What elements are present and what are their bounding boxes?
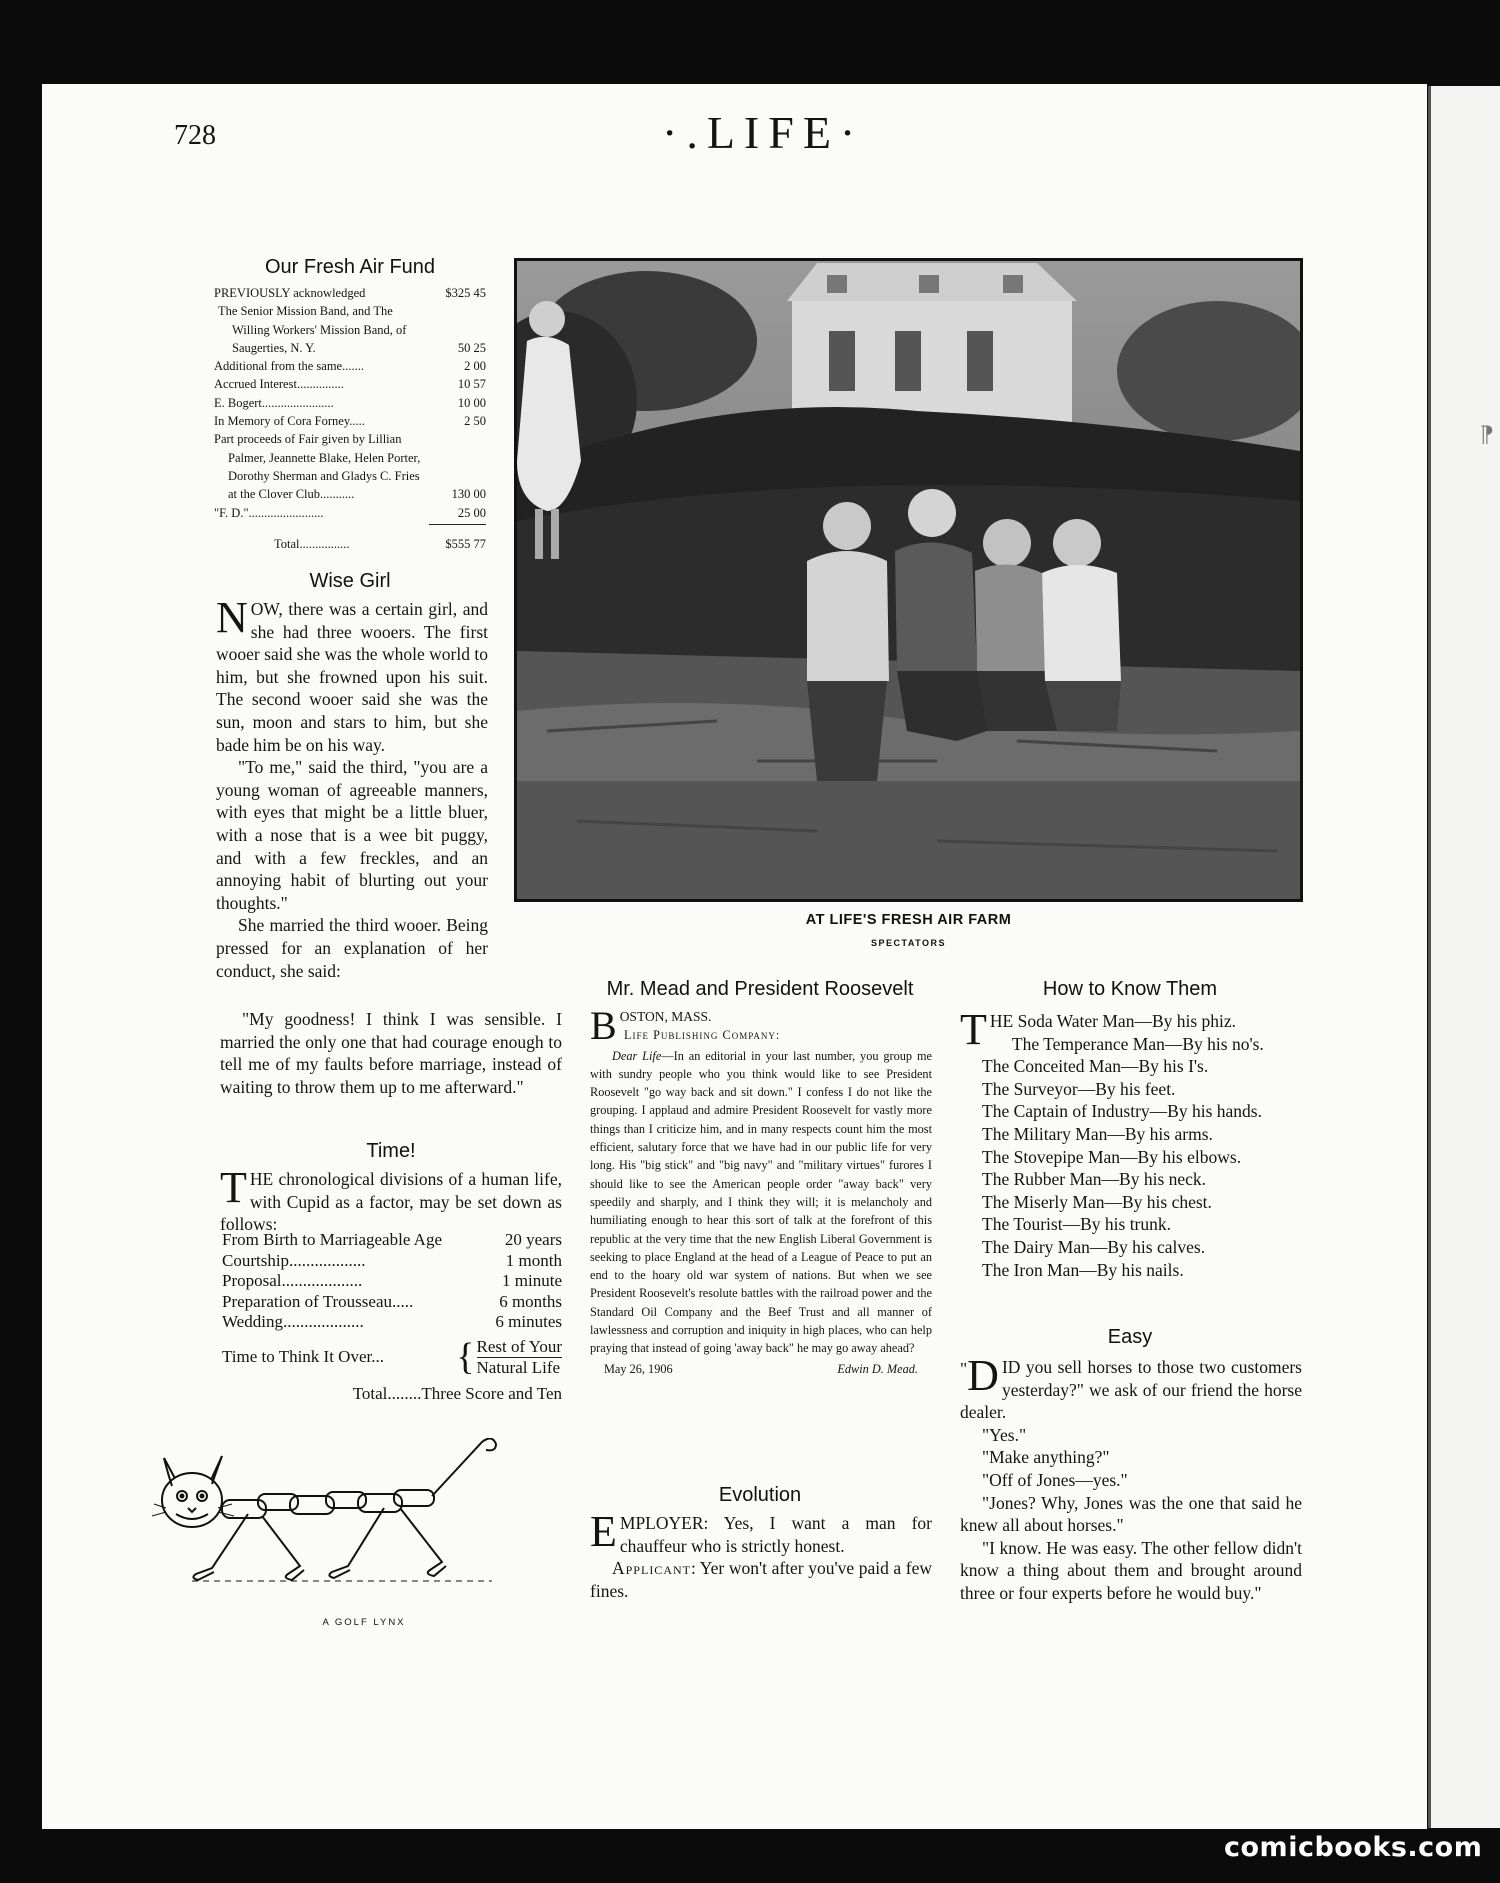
- how-to-know-line: The Dairy Man—By his calves.: [982, 1236, 1206, 1257]
- how-to-know-line: The Captain of Industry—By his hands.: [982, 1101, 1262, 1122]
- mead-addressee: Life Publishing Company:: [624, 1028, 781, 1043]
- how-to-know-line: The Miserly Man—By his chest.: [982, 1191, 1212, 1212]
- easy-title: Easy: [1107, 1326, 1153, 1348]
- mead-date: May 26, 1906: [604, 1361, 673, 1376]
- fund-row-amount: 25 00: [457, 505, 486, 520]
- fund-row-label: Additional from the same.......: [214, 359, 364, 374]
- easy-paragraph: "Yes.": [982, 1424, 1027, 1445]
- watermark: comicbooks.com: [1224, 1832, 1483, 1863]
- fund-row-amount: 130 00: [451, 487, 486, 502]
- fund-row-label: "F. D."........................: [214, 505, 324, 520]
- wise-girl-paragraph: OW, there was a certain girl, and she had three wooers. The first wooer said she was the whole world to him, but she frowned upon his suit. The second wooer said she was the sun, moon and stars to him, but she bade him be on his way.: [216, 599, 488, 755]
- page-number: 728: [174, 120, 216, 151]
- time-think-label: Time to Think It Over...: [222, 1347, 384, 1367]
- fund-row: [214, 430, 486, 503]
- fund-row-label: PREVIOUSLY acknowledged: [214, 286, 366, 300]
- easy-paragraph: "Off of Jones—yes.": [982, 1469, 1128, 1490]
- time-row: [222, 1251, 562, 1272]
- dropcap: B: [590, 1003, 617, 1048]
- photo-caption: AT LIFE'S FRESH AIR FARM: [805, 912, 1012, 928]
- fund-row-label: The Senior Mission Band, and The Willing Workers' Mission Band, of Saugerties, N. Y.: [218, 304, 407, 355]
- time-row-value: 20 years: [504, 1230, 562, 1249]
- easy-paragraph: "Make anything?": [982, 1447, 1110, 1468]
- how-to-know-line: The Conceited Man—By his I's.: [982, 1056, 1209, 1077]
- fund-total-rule: [429, 524, 486, 525]
- time-row-label: Wedding...................: [222, 1312, 364, 1332]
- fund-row: [214, 375, 486, 393]
- time-think-value: [456, 1337, 562, 1378]
- fund-row: [214, 412, 486, 430]
- brace: {: [456, 1336, 475, 1379]
- fresh-air-fund-title: Our Fresh Air Fund: [264, 256, 436, 278]
- time-row-label: Preparation of Trousseau.....: [222, 1291, 414, 1311]
- fund-row-amount: 10 00: [457, 395, 486, 410]
- fund-row-amount: 10 57: [457, 377, 486, 392]
- how-to-know-line: The Iron Man—By his nails.: [982, 1259, 1184, 1280]
- how-to-know-line: The Stovepipe Man—By his elbows.: [982, 1146, 1242, 1167]
- time-row-value: 6 months: [499, 1291, 562, 1311]
- how-to-know-line: The Rubber Man—By his neck.: [982, 1169, 1207, 1190]
- fund-row-label: E. Bogert.......................: [214, 395, 334, 410]
- easy-paragraph: "I know. He was easy. The other fellow didn't know a thing about them and brought around three or four experts before he would buy.": [960, 1537, 1302, 1603]
- fund-row: [214, 357, 486, 375]
- dropcap: T: [220, 1163, 247, 1212]
- evolution-line-2: : Yer won't after you've paid a few fines.: [590, 1558, 932, 1601]
- adjacent-page-edge: [1428, 86, 1431, 1828]
- fund-total-amount: $555 77: [445, 536, 486, 551]
- adjacent-page-mark: ⁋: [1480, 422, 1494, 447]
- fund-row-label: In Memory of Cora Forney.....: [214, 414, 365, 429]
- easy-paragraph: ID you sell horses to those two customers yesterday?" we ask of our friend the horse dealer.: [960, 1357, 1302, 1423]
- how-to-know-line: The Temperance Man—By his no's.: [1011, 1033, 1264, 1054]
- evolution-speaker: Applicant: [612, 1558, 691, 1579]
- mead-signature: Edwin D. Mead.: [837, 1361, 918, 1376]
- time-row-label: From Birth to Marriageable Age: [222, 1230, 443, 1249]
- fund-row-label: Accrued Interest...............: [214, 377, 344, 392]
- time-total-label: Total........: [352, 1383, 422, 1403]
- how-to-know-line: The Tourist—By his trunk.: [982, 1214, 1172, 1235]
- fund-row-amount: 2 00: [464, 359, 486, 374]
- evolution-line-1: MPLOYER: Yes, I want a man for chauffeur who is strictly honest.: [619, 1513, 932, 1556]
- time-total-value: Three Score and Ten: [421, 1383, 562, 1403]
- adjacent-page: [1428, 86, 1500, 1828]
- dropcap: D: [967, 1351, 999, 1400]
- fund-row-label: Part proceeds of Fair given by Lillian Palmer, Jeannette Blake, Helen Porter, Dorothy Sherman and Gladys C. Fries at the Clover Club...........: [214, 432, 421, 502]
- mead-place: OSTON, MASS.: [619, 1009, 712, 1024]
- wise-girl-text-wide: [220, 1008, 562, 1098]
- fund-total-row: [214, 535, 486, 553]
- fund-row: [214, 302, 486, 357]
- fund-row-amount: 2 50: [464, 414, 486, 429]
- how-to-know-line: The Surveyor—By his feet.: [982, 1078, 1176, 1099]
- time-total-row: [222, 1384, 562, 1405]
- fund-total-label: Total................: [274, 536, 350, 551]
- mead-salutation: Dear Life: [612, 1048, 662, 1063]
- fund-row: [214, 504, 486, 522]
- time-table: [222, 1230, 562, 1405]
- wise-girl-text: [216, 593, 488, 982]
- wise-girl-paragraph: "To me," said the third, "you are a young woman of agreeable manners, with eyes that might be a little bluer, with a nose that is a wee bit puggy, and with a few freckles, and an annoying habit of blurting out your thoughts.": [216, 757, 488, 913]
- time-row-value: 6 minutes: [495, 1312, 562, 1332]
- how-to-know-line: The Military Man—By his arms.: [982, 1123, 1213, 1144]
- fund-row: [214, 394, 486, 412]
- easy-text: [960, 1351, 1302, 1605]
- time-intro-text: HE chronological divisions of a human life, with Cupid as a factor, may be set down as follows:: [220, 1169, 562, 1235]
- wise-girl-paragraph: She married the third wooer. Being pressed for an explanation of her conduct, she said:: [216, 915, 488, 981]
- fund-row: [214, 284, 486, 302]
- fresh-air-farm-photo: [514, 258, 1303, 902]
- time-intro: [220, 1163, 562, 1236]
- how-to-know-line: HE Soda Water Man—By his phiz.: [989, 1011, 1237, 1031]
- evolution-text: [590, 1507, 932, 1602]
- time-think-row: [222, 1337, 562, 1378]
- dropcap: N: [216, 593, 248, 642]
- mead-letter: [590, 1003, 932, 1378]
- how-to-know-text: [960, 1005, 1302, 1281]
- masthead: ·.LIFE·: [662, 107, 865, 158]
- fresh-air-fund-table: [214, 284, 486, 553]
- time-row: [222, 1312, 562, 1333]
- time-row-value: 1 month: [505, 1250, 562, 1270]
- fund-row-amount: $325 45: [445, 286, 486, 300]
- how-to-know-title: How to Know Them: [1042, 978, 1218, 1000]
- wise-girl-paragraph: "My goodness! I think I was sensible. I married the only one that had courage enough to tell me of my faults before marriage, instead of waiting to throw them up to me afterward.": [220, 1009, 562, 1097]
- time-row: [222, 1292, 562, 1313]
- time-think-value-1: Rest of Your: [476, 1336, 562, 1356]
- time-row-value: 1 minute: [502, 1271, 562, 1291]
- dropcap: T: [960, 1005, 987, 1054]
- photo-subcaption: SPECTATORS: [870, 938, 946, 948]
- golf-lynx-caption: A GOLF LYNX: [322, 1617, 406, 1628]
- wise-girl-title: Wise Girl: [309, 570, 391, 592]
- photo-image: [517, 261, 1300, 899]
- fund-row-amount: 50 25: [457, 340, 486, 355]
- easy-paragraph: "Jones? Why, Jones was the one that said he knew all about horses.": [960, 1492, 1302, 1536]
- time-row-label: Proposal...................: [222, 1271, 363, 1291]
- time-title: Time!: [366, 1140, 416, 1162]
- dropcap: E: [590, 1507, 617, 1556]
- time-think-value-2: Natural Life: [476, 1357, 561, 1377]
- evolution-title: Evolution: [718, 1484, 802, 1506]
- time-row: [222, 1271, 562, 1292]
- mead-title: Mr. Mead and President Roosevelt: [606, 978, 914, 1000]
- time-row: [222, 1230, 562, 1251]
- mead-letter-body: —In an editorial in your last number, you group me with sundry people who you think would like to see President Roosevelt "go way back and sit down." I confess I do not like the grouping. I applaud and admire President Roosevelt for vastly more things than I criticize him, and in many respects count him the most efficient, salutary force that we have had in our public life for very long. His "big stick" and "big navy" and "military virtues" furores I should like to see the American people order "away back" very speedily and sharply, and I think they will; it is melancholy and humiliating enough to hear this sort of talk at the forefront of this republic at the very time that the new English Liberal Government is seeking to place England at the head of a League of Peace to put an end to the hoary old war system of nations. But when we see President Roosevelt's resolute battles with the railroad power and the Standard Oil Company and the Beef Trust and all manner of lawlessness and corruption and iniquity in high places, who can help praying that instead of going 'away back" he may go away ahead?: [590, 1048, 932, 1356]
- golf-lynx-illustration: [152, 1438, 572, 1588]
- easy-open-quote: ": [960, 1359, 968, 1379]
- time-row-label: Courtship..................: [222, 1250, 366, 1270]
